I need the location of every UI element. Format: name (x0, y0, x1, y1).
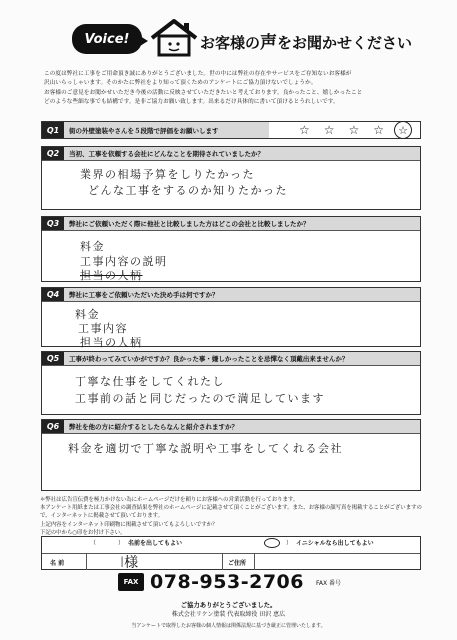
intro-line: この度は弊社に工事をご用命頂き誠にありがとうございました。世の中には弊社の存在やサービスをご存知ないお客様が (44, 71, 352, 77)
divider (86, 554, 87, 570)
answer-text: 料金 (75, 308, 100, 321)
consent-initial-option[interactable] (264, 537, 374, 548)
answer-text: 工事前の話と同じだったので満足しています (75, 392, 325, 405)
privacy-text: 当アンケートで取得したお客様の個人情報は関係法規に基づき厳正に管理いたします。 (131, 623, 326, 629)
divider (222, 554, 223, 570)
consent-initial-label: イニシャルなら出してもよい (296, 540, 374, 547)
question-number: Q5 (42, 352, 64, 365)
paren-right: ） (286, 540, 293, 547)
page-title (200, 28, 412, 53)
question-text: 弊社にご依頼いただく際に他社と比較しました方はどこの会社と比較しましたか？ (69, 220, 310, 228)
question-number: Q1 (42, 122, 64, 138)
question-number: Q3 (42, 217, 64, 230)
question-text: 弊社に工事をご依頼いただいた決め手は何ですか？ (69, 291, 219, 299)
answer-text: 料金を適切で丁寧な説明や工事をしてくれる会社 (68, 442, 343, 455)
answer-text: 担当の人柄 (80, 336, 143, 349)
question-header (42, 147, 420, 161)
note-line: 上記内容をインターネット印刷物に掲載させて頂いてもよろしいですか？ (40, 521, 218, 528)
title-big: 声 (260, 33, 278, 53)
question-text: 街の外壁塗装やさんを５段階で評価をお願いします (64, 122, 269, 138)
consent-row (42, 537, 420, 548)
title-post: をお聞かせください (277, 34, 413, 52)
question-number: Q2 (42, 147, 64, 160)
answer-text: どんな工事をするのか知りたかった (88, 184, 288, 197)
answer-text: 工事内容の説明 (80, 255, 168, 268)
note-line: ＊弊社は広告宣伝費を極力かけない為にホームページだけを頼りにお客様への営業活動を行っております。 (40, 497, 299, 503)
paren-right: ） (118, 540, 125, 547)
fax-section (118, 571, 341, 593)
star-icon[interactable]: ☆ (298, 123, 310, 137)
question-text: 工事が終わってみていかがですか？良かった事・嫌しかったことを忌憚なく頂戴出来ませんか？ (69, 355, 349, 363)
name-label: 名 前 (50, 559, 65, 567)
address-label: ご住所 (228, 559, 247, 567)
thanks-text: ご協力ありがとうございました。 (180, 601, 277, 609)
answer-text: 丁寧な仕事をしてくれたし (75, 375, 225, 388)
intro-text (44, 70, 420, 107)
circle-mark-icon (264, 538, 280, 548)
star-icon[interactable]: ☆ (373, 123, 384, 137)
fax-number: 078-953-2706 (150, 571, 304, 593)
divider (254, 554, 255, 570)
question-number: Q6 (42, 420, 64, 433)
star-icon[interactable]: ☆ (348, 123, 360, 137)
intro-line: 沢山いらっしゃいます。そのかたに弊社をより知って頂くためのアンケートにご協力頂けないでしょうか。 (44, 80, 317, 87)
consent-name-option[interactable] (90, 537, 182, 548)
answer-text: 業界の相場予算をしりたかった (80, 168, 255, 181)
question-number: Q4 (42, 288, 64, 301)
answer-text: 工事内容 (78, 322, 128, 335)
answer-text: 料金 (80, 240, 105, 253)
question-header (42, 217, 420, 231)
question-header (42, 420, 420, 434)
note-line: 下記の中から○印をお付け下さい。 (40, 529, 126, 536)
fax-label: FAX 番号 (315, 579, 342, 587)
name-row (42, 553, 420, 570)
question-header (42, 352, 420, 366)
star-icon[interactable]: ☆ (323, 123, 335, 137)
intro-line: お客様のご意見をお聞かせいただき今後の活動に反映させていただきたいと考えております。良かったこと、嬉しかったこと (44, 89, 363, 96)
voice-badge: Voice! (72, 24, 142, 54)
fax-icon: FAX (118, 573, 144, 591)
rating-stars[interactable] (299, 122, 412, 138)
intro-line: どのような些細な事でも結構です。是非ご協力お願い致します。出来るだけ具体的に書いて頂けるとうれしいです。 (44, 98, 339, 105)
name-table (41, 536, 421, 570)
question-text: 弊社を他の方に紹介するとしたらなんと紹介されますか？ (69, 423, 238, 431)
question-text: 当初、工事を依頼する会社にどんなことを期待されていましたか？ (69, 150, 264, 158)
consent-name-label: 名前を出してもよい (128, 540, 183, 547)
selected-star-icon[interactable]: ☆ (394, 121, 412, 139)
header (72, 6, 413, 66)
question-header (42, 288, 420, 302)
house-icon (148, 18, 200, 58)
note-line: 本アンケート用紙または工事会社の調査結果を弊社のホームページに記載させて頂くことがございます。また、お客様の顔写真を掲載することがございますので、インターネットに掲載させて頂いております。 (40, 505, 422, 520)
title-pre: お客様の (200, 34, 261, 52)
question-q1 (41, 121, 421, 139)
answer-text-struck: 担当の人柄 (80, 269, 143, 282)
company-text: 株式会社リケン塗装 代表取締役 田沢 恵広 (171, 611, 286, 618)
paren-left: （ (90, 540, 97, 547)
name-value[interactable]: I様 (120, 555, 139, 571)
notes (40, 496, 422, 537)
